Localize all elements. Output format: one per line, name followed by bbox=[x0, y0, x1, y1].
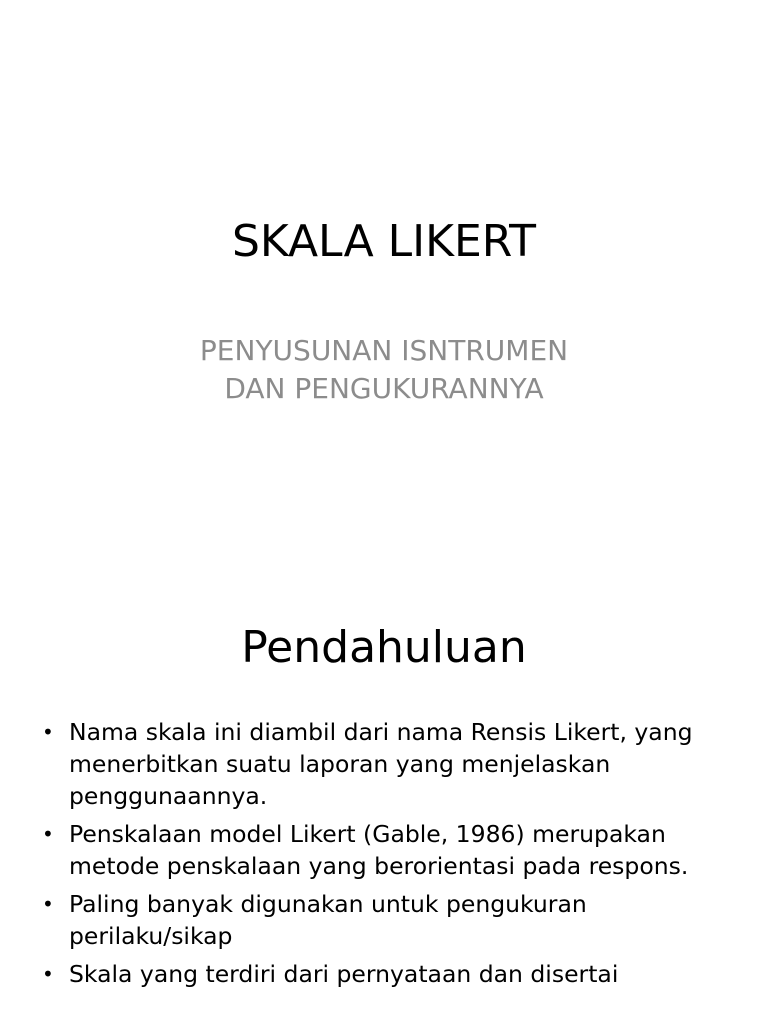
bullet-text: Penskalaan model Likert (Gable, 1986) merupakan metode penskalaan yang berorientasi pada respons. bbox=[69, 820, 689, 880]
bullet-list bbox=[40, 716, 720, 996]
content-slide bbox=[0, 576, 768, 1024]
bullet-text: Paling banyak digunakan untuk pengukuran perilaku/sikap bbox=[69, 890, 587, 950]
bullet-text: Nama skala ini diambil dari nama Rensis Likert, yang menerbitkan suatu laporan yang menjelaskan penggunaannya. bbox=[69, 718, 693, 810]
subtitle-line-2: DAN PENGUKURANNYA bbox=[224, 372, 544, 405]
presentation-subtitle bbox=[0, 332, 768, 408]
presentation-title: SKALA LIKERT bbox=[231, 216, 537, 267]
bullet-icon: • bbox=[42, 822, 54, 846]
bullet-item bbox=[40, 958, 720, 990]
bullet-item bbox=[40, 888, 720, 952]
bullet-text: Skala yang terdiri dari pernyataan dan disertai bbox=[69, 960, 619, 988]
bullet-item bbox=[40, 818, 720, 882]
bullet-icon: • bbox=[42, 962, 54, 986]
bullet-item bbox=[40, 716, 720, 812]
bullet-icon: • bbox=[42, 720, 54, 744]
subtitle-line-1: PENYUSUNAN ISNTRUMEN bbox=[199, 334, 569, 367]
slide-title: Pendahuluan bbox=[241, 622, 527, 673]
bullet-icon: • bbox=[42, 892, 54, 916]
